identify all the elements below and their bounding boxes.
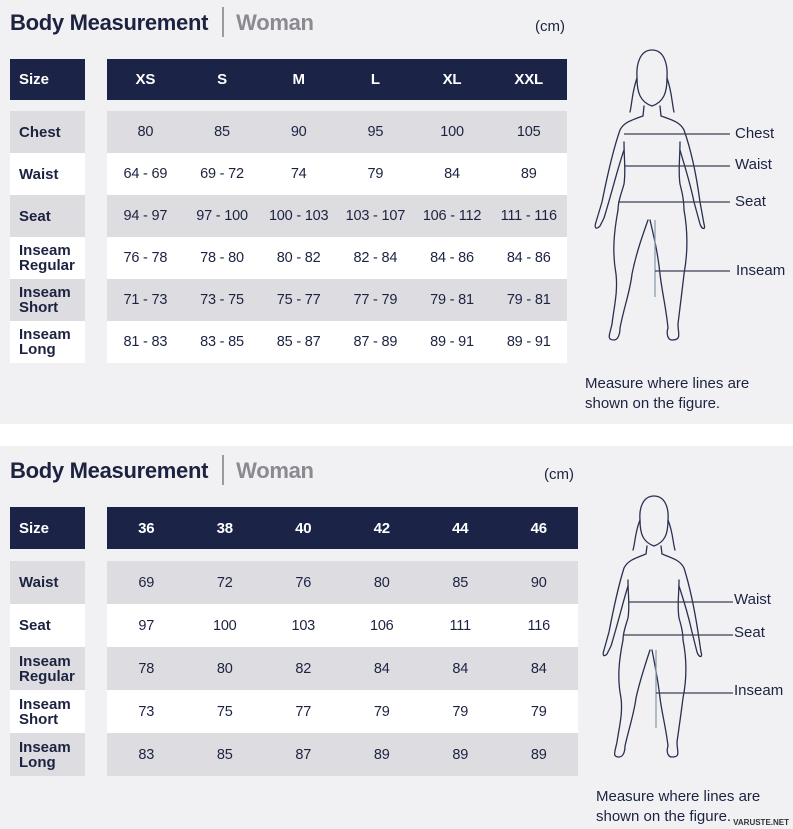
value-cell: 85 bbox=[216, 746, 233, 763]
value-cell: 84 - 86 bbox=[506, 250, 551, 266]
value-cell: 78 - 80 bbox=[200, 250, 244, 266]
watermark: VARUSTE.NET bbox=[733, 818, 789, 827]
size-cell: XXL bbox=[514, 71, 543, 88]
value-cell: 73 bbox=[138, 703, 155, 720]
value-cell: 100 - 103 bbox=[268, 208, 329, 224]
unit-label: (cm) bbox=[544, 466, 574, 483]
value-cell: 72 bbox=[216, 574, 233, 591]
size-cell: 38 bbox=[216, 519, 233, 537]
value-cell: 84 bbox=[444, 166, 460, 182]
measure-note: Measure where lines are shown on the figure. bbox=[596, 788, 761, 825]
value-cell: 79 bbox=[530, 703, 547, 720]
woman-figure-icon bbox=[588, 490, 733, 770]
waist-label: Waist bbox=[734, 591, 771, 608]
row-label: Chest bbox=[10, 111, 85, 153]
value-cell: 75 - 77 bbox=[276, 292, 321, 308]
table-row bbox=[107, 733, 578, 776]
value-cell: 73 - 75 bbox=[200, 292, 244, 308]
waist-label: Waist bbox=[735, 156, 772, 173]
value-cell: 87 bbox=[295, 746, 312, 763]
size-cell: M bbox=[292, 71, 305, 88]
size-header-row bbox=[107, 59, 567, 100]
value-cell: 80 bbox=[137, 124, 154, 140]
title-divider bbox=[222, 455, 224, 485]
value-cell: 80 bbox=[216, 660, 233, 677]
value-cell: 89 - 91 bbox=[430, 334, 474, 350]
value-cell: 79 - 81 bbox=[506, 292, 551, 308]
measure-note: Measure where lines are shown on the figure. bbox=[585, 375, 750, 412]
row-label: Waist bbox=[10, 153, 85, 195]
inseam-label: Inseam bbox=[736, 262, 786, 279]
value-cell: 89 bbox=[452, 746, 469, 763]
value-cell: 90 bbox=[290, 124, 307, 140]
table-row bbox=[107, 690, 578, 733]
value-cell: 79 bbox=[452, 703, 469, 720]
table-row bbox=[107, 279, 567, 321]
size-header-label: Size bbox=[10, 59, 85, 100]
value-cell: 111 - 116 bbox=[500, 208, 557, 224]
value-cell: 89 - 91 bbox=[506, 334, 551, 350]
value-cell: 97 bbox=[138, 617, 155, 634]
row-label: Inseam Long bbox=[10, 321, 85, 363]
table-row bbox=[107, 195, 567, 237]
value-cell: 81 - 83 bbox=[123, 334, 168, 350]
value-cell: 89 bbox=[520, 166, 537, 182]
value-cell: 84 bbox=[452, 660, 469, 677]
value-cell: 80 bbox=[373, 574, 390, 591]
inseam-label: Inseam bbox=[734, 682, 784, 699]
table-row bbox=[107, 561, 578, 604]
value-cell: 103 - 107 bbox=[345, 208, 406, 224]
size-cell: 42 bbox=[373, 519, 390, 537]
row-label: Inseam Short bbox=[10, 690, 85, 733]
chest-label: Chest bbox=[735, 125, 775, 142]
size-header-row bbox=[107, 507, 578, 549]
value-cell: 79 bbox=[373, 703, 390, 720]
row-label: Waist bbox=[10, 561, 85, 604]
title-text: Body Measurement bbox=[10, 9, 209, 35]
size-cell: 46 bbox=[530, 519, 547, 537]
value-cell: 116 bbox=[527, 617, 551, 634]
size-cell: 44 bbox=[452, 519, 469, 537]
row-label: Inseam Long bbox=[10, 733, 85, 776]
row-label: Seat bbox=[10, 195, 85, 237]
row-label: Inseam Regular bbox=[10, 237, 85, 279]
table-row bbox=[107, 604, 578, 647]
value-cell: 74 bbox=[290, 166, 307, 182]
size-chart-2 bbox=[0, 446, 793, 829]
value-cell: 103 bbox=[291, 617, 316, 634]
size-table bbox=[107, 59, 567, 363]
value-cell: 89 bbox=[373, 746, 390, 763]
value-cell: 71 - 73 bbox=[123, 292, 168, 308]
value-cell: 79 bbox=[367, 166, 384, 182]
value-cell: 97 - 100 bbox=[196, 208, 248, 224]
row-label: Inseam Regular bbox=[10, 647, 85, 690]
size-table bbox=[107, 507, 578, 776]
subtitle-text: Woman bbox=[236, 457, 314, 483]
size-header-label: Size bbox=[10, 507, 85, 549]
value-cell: 84 bbox=[530, 660, 547, 677]
value-cell: 100 bbox=[440, 124, 464, 140]
unit-label: (cm) bbox=[535, 18, 565, 35]
value-cell: 76 bbox=[295, 574, 312, 591]
value-cell: 83 bbox=[138, 746, 155, 763]
size-cell: 40 bbox=[295, 519, 312, 537]
row-label: Inseam Short bbox=[10, 279, 85, 321]
value-cell: 69 bbox=[138, 574, 155, 591]
value-cell: 82 bbox=[295, 660, 312, 677]
value-cell: 111 bbox=[449, 617, 471, 634]
value-cell: 69 - 72 bbox=[200, 166, 244, 182]
value-cell: 90 bbox=[530, 574, 547, 591]
chart-title bbox=[10, 9, 314, 39]
row-labels bbox=[10, 59, 85, 363]
title-text: Body Measurement bbox=[10, 457, 209, 483]
value-cell: 106 - 112 bbox=[422, 208, 482, 224]
value-cell: 89 bbox=[530, 746, 547, 763]
value-cell: 94 - 97 bbox=[123, 208, 168, 224]
table-row bbox=[107, 111, 567, 153]
value-cell: 80 - 82 bbox=[276, 250, 321, 266]
table-row bbox=[107, 153, 567, 195]
value-cell: 85 bbox=[452, 574, 469, 591]
value-cell: 77 - 79 bbox=[353, 292, 398, 308]
value-cell: 85 bbox=[214, 124, 230, 140]
value-cell: 84 bbox=[373, 660, 390, 677]
value-cell: 95 bbox=[367, 124, 384, 140]
value-cell: 100 bbox=[212, 617, 237, 634]
size-cell: S bbox=[217, 71, 227, 88]
size-cell: XL bbox=[442, 71, 462, 88]
row-label: Seat bbox=[10, 604, 85, 647]
value-cell: 77 bbox=[295, 703, 312, 720]
value-cell: 106 bbox=[369, 617, 394, 634]
chart-title bbox=[10, 457, 314, 487]
size-cell: 36 bbox=[138, 519, 155, 537]
value-cell: 82 - 84 bbox=[353, 250, 398, 266]
value-cell: 75 bbox=[216, 703, 233, 720]
size-cell: XS bbox=[135, 71, 156, 88]
seat-label: Seat bbox=[735, 193, 766, 210]
title-divider bbox=[222, 7, 224, 37]
table-row bbox=[107, 321, 567, 363]
seat-label: Seat bbox=[734, 624, 765, 641]
value-cell: 87 - 89 bbox=[353, 334, 398, 350]
value-cell: 79 - 81 bbox=[430, 292, 474, 308]
value-cell: 78 bbox=[138, 660, 155, 677]
row-labels bbox=[10, 507, 85, 776]
value-cell: 84 - 86 bbox=[430, 250, 474, 266]
size-cell: L bbox=[370, 71, 380, 88]
value-cell: 64 - 69 bbox=[123, 166, 168, 182]
value-cell: 105 bbox=[516, 124, 541, 140]
woman-figure-icon bbox=[580, 42, 730, 357]
value-cell: 85 - 87 bbox=[276, 334, 321, 350]
table-row bbox=[107, 647, 578, 690]
table-row bbox=[107, 237, 567, 279]
subtitle-text: Woman bbox=[236, 9, 314, 35]
value-cell: 83 - 85 bbox=[200, 334, 244, 350]
value-cell: 76 - 78 bbox=[123, 250, 168, 266]
